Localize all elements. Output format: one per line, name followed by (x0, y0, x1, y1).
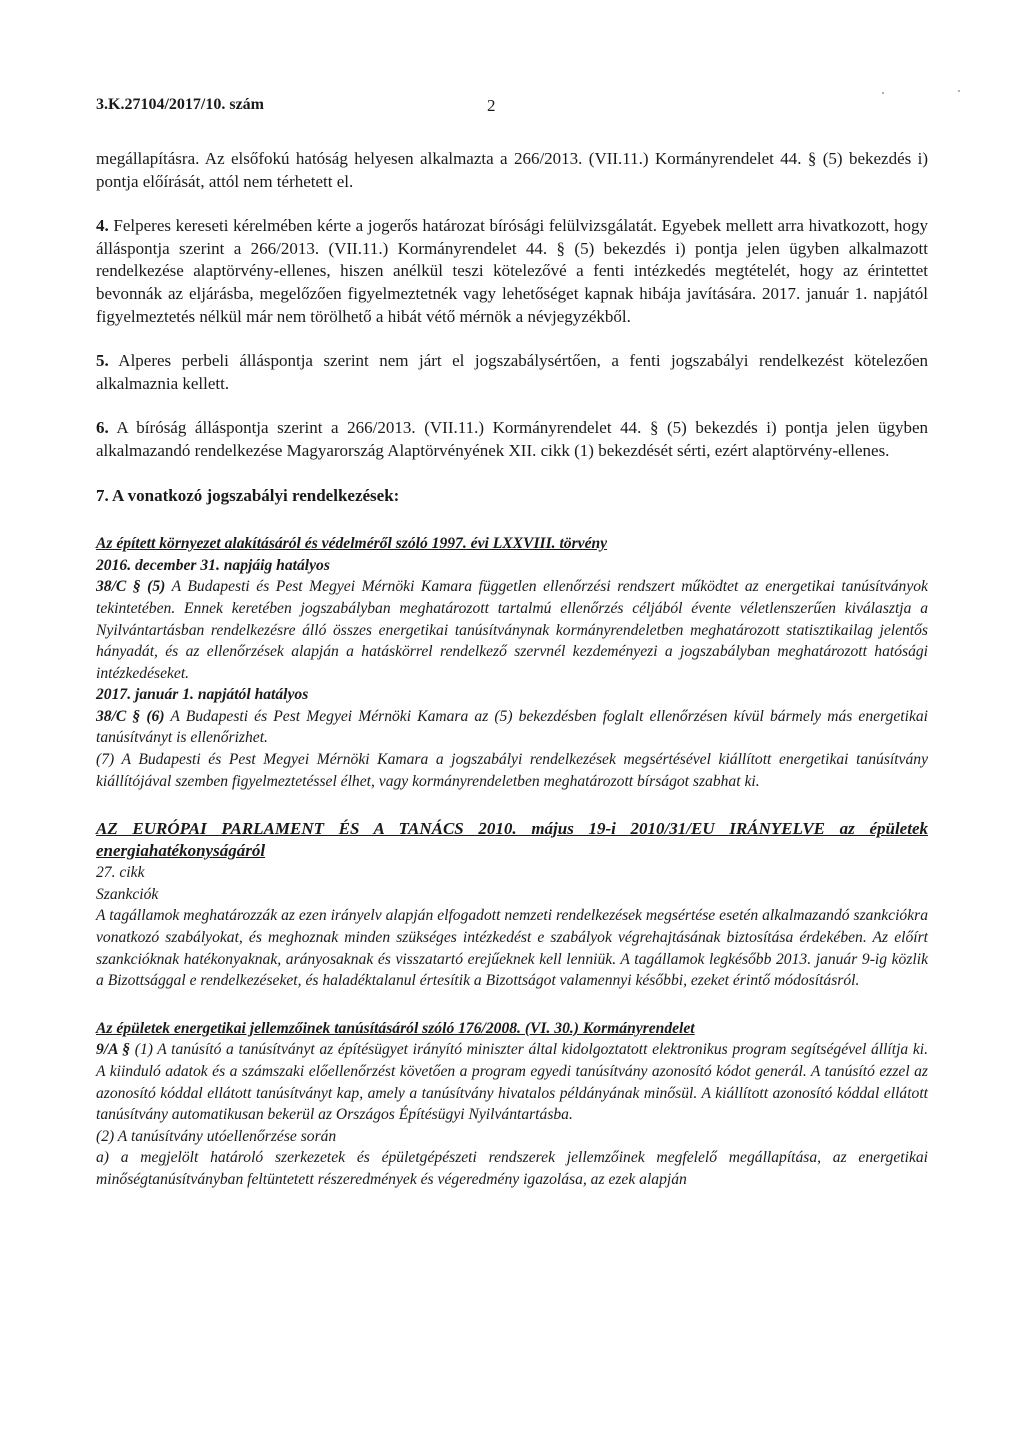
section-7-heading: 7. A vonatkozó jogszabályi rendelkezések: (96, 485, 400, 505)
scan-speck (882, 92, 884, 94)
scan-speck (958, 90, 960, 92)
page-number: 2 (487, 96, 496, 115)
paragraph-text: A Budapesti és Pest Megyei Mérnöki Kamara az (5) bekezdésben foglalt ellenőrzésen kívül bármely más energetikai tanúsítványt is ellenőrizhet. (96, 707, 928, 747)
section-number: 5. (96, 351, 109, 371)
paragraph-label: 9/A § (96, 1041, 131, 1059)
intro-paragraph: megállapításra. Az elsőfokú hatóság helyesen alkalmazta a 266/2013. (VII.11.) Kormányrendelet 44. § (5) bekezdés i) pontja előírását, attól nem térhetett el. (96, 149, 928, 191)
effective-period: 2017. január 1. napjától hatályos (96, 686, 309, 704)
directive-title: AZ EURÓPAI PARLAMENT ÉS A TANÁCS 2010. május 19-i 2010/31/EU IRÁNYELVE az épületek energiahatékonyságáról (96, 819, 928, 861)
law-paragraph (96, 706, 928, 749)
section-4 (96, 215, 928, 328)
section-number: 6. (96, 418, 109, 438)
paragraph-text: (1) A tanúsító a tanúsítványt az építésügyet irányító miniszter által kidolgoztatott elektronikus program segítségével állítja ki. A kiinduló adatok és a számszaki előellenőrzést követően a program egyedi tanúsítvány azonosító kódot generál. A tanúsító ezzel az azonosító kóddal ellátott tanúsítványt kap, amely a tanúsítvány hivatalos példányának minősül. A kiállított azonosító kóddal ellátott tanúsítvány automatikusan bekerül az Országos Építésügyi Nyilvántartásba. (96, 1041, 928, 1124)
law-paragraph: a) a megjelölt határoló szerkezetek és épületgépészeti rendszerek jellemzőinek megfelelő megállapítása, az energetikai minőségtanúsítványban feltüntetett részeredmények és végeredmény igazolása, az ezek alapján (96, 1149, 928, 1188)
case-number: 3.K.27104/2017/10. szám (96, 96, 264, 113)
section-text: Felperes kereseti kérelmében kérte a jogerős határozat bírósági felülvizsgálatát. Egyebek mellett arra hivatkozott, hogy álláspontja szerint a 266/2013. (VII.11.) Kormányrendelet 44. § (5) bekezdés i) pontja jelen ügyben alkalmazott rendelkezése alaptörvény-ellenes, hiszen anélkül teszi kötelezővé a fenti intézkedés megtételét, hogy az érintettet bevonnák az eljárásba, megelőzően figyelmeztetnék vagy lehetőséget kapnak hibája javítására. 2017. január 1. napjától figyelmeztetés nélkül már nem törölhető a hibát vétő mérnök a névjegyzékből. (96, 216, 928, 326)
article-text: A tagállamok meghatározzák az ezen irányelv alapján elfogadott nemzeti rendelkezések megsértése esetén alkalmazandó szankciókra vonatkozó szabályokat, és meghoznak minden szükséges intézkedést e szabályok végrehajtásának biztosítása érdekében. Az előírt szankcióknak hatékonyaknak, arányosaknak és visszatartó erejűeknek kell lenniük. A tagállamok legkésőbb 2013. január 9-ig közlik a Bizottsággal e rendelkezéseket, és haladéktalanul értesítik a Bizottságot valamennyi későbbi, ezeket érintő módosításról. (96, 907, 928, 990)
effective-period: 2016. december 31. napjáig hatályos (96, 556, 330, 574)
law-paragraph: (7) A Budapesti és Pest Megyei Mérnöki Kamara a jogszabályi rendelkezések megsértésével kiállított energetikai tanúsítvány kiállítójával szemben figyelmeztetéssel élhet, vagy kormányrendeletben meghatározott bírságot szabhat ki. (96, 751, 928, 790)
law-title: Az épített környezet alakításáról és védelméről szóló 1997. évi LXXVIII. törvény (96, 535, 608, 553)
section-number: 4. (96, 216, 109, 236)
law-paragraph: (2) A tanúsítvány utóellenőrzése során (96, 1127, 337, 1145)
paragraph-label: 38/C § (6) (96, 707, 165, 725)
law-1997 (96, 533, 928, 792)
government-decree (96, 1018, 928, 1191)
document-page (96, 96, 928, 1191)
section-text: A bíróság álláspontja szerint a 266/2013. (VII.11.) Kormányrendelet 44. § (5) bekezdés i) pontja jelen ügyben alkalmazandó rendelkezése Magyarország Alaptörvényének XII. cikk (1) bekezdését sérti, ezért alaptörvény-ellenes. (96, 418, 928, 460)
section-text: Alperes perbeli álláspontja szerint nem járt el jogszabálysértően, a fenti jogszabályi rendelkezést kötelezően alkalmaznia kellett. (96, 351, 929, 393)
section-5 (96, 350, 928, 395)
article-number: 27. cikk (96, 864, 145, 882)
law-paragraph (96, 576, 928, 684)
article-title: Szankciók (96, 885, 159, 903)
section-6 (96, 417, 928, 462)
paragraph-label: 38/C § (5) (96, 578, 166, 596)
eu-directive (96, 818, 928, 992)
page-header (96, 96, 928, 118)
law-paragraph (96, 1039, 928, 1125)
decree-title: Az épületek energetikai jellemzőinek tanúsításáról szóló 176/2008. (VI. 30.) Kormányrendelet (96, 1019, 695, 1037)
paragraph-text: A Budapesti és Pest Megyei Mérnöki Kamara független ellenőrzési rendszert működtet az energetikai tanúsítványok tekintetében. Ennek keretében jogszabályban meghatározott tartalmú ellenőrzés céljából évente véletlenszerűen kiválasztja a Nyilvántartásban rendelkezésre álló összes energetikai tanúsítványnak kormányrendeletben meghatározott statisztikailag jelentős hányadát, és az ellenőrzések alapján a hatáskörrel rendelkező szervnél kezdeményezi a jogszabályban meghatározott hatósági intézkedéseket. (96, 578, 928, 682)
